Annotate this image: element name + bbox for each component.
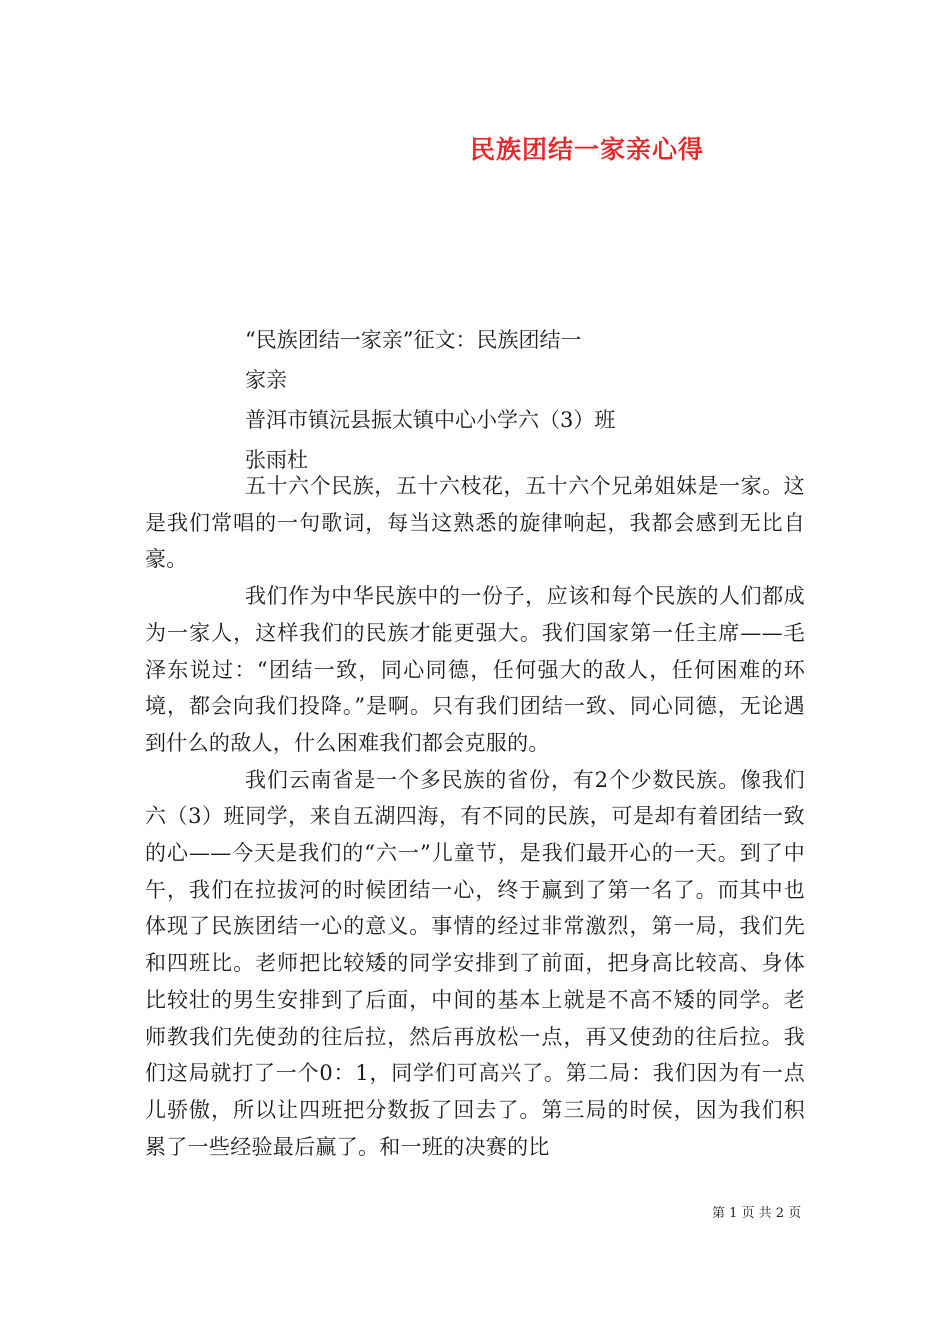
author-name: 张雨杜 <box>245 448 308 472</box>
essay-heading-line-1: “民族团结一家亲”征文：民族团结一 <box>245 328 582 352</box>
essay-body <box>145 468 805 1165</box>
essay-heading-line-2: 家亲 <box>245 368 287 392</box>
page-number-footer: 第 1 页 共 2 页 <box>712 1206 802 1221</box>
paragraph-3: 我们云南省是一个多民族的省份，有2个少数民族。像我们六（3）班同学，来自五湖四海，有不同的民族，可是却有着团结一致的心——今天是我们的“六一”儿童节，是我们最开心的一天。到了中午，我们在拉拔河的时候团结一心，终于赢到了第一名了。而其中也体现了民族团结一心的意义。事情的经过非常激烈，第一局，我们先和四班比。老师把比较矮的同学安排到了前面，把身高比较高、身体比较壮的男生安排到了后面，中间的基本上就是不高不矮的同学。老师教我们先使劲的往后拉，然后再放松一点，再又使劲的往后拉。我们这局就打了一个0：1，同学们可高兴了。第二局：我们因为有一点儿骄傲，所以让四班把分数扳了回去了。第三局的时侯，因为我们积累了一些经验最后赢了。和一班的决赛的比 <box>145 767 805 1159</box>
document-title: 民族团结一家亲心得 <box>470 135 705 164</box>
essay-header <box>245 320 765 480</box>
paragraph-2: 我们作为中华民族中的一份子，应该和每个民族的人们都成为一家人，这样我们的民族才能更强大。我们国家第一任主席——毛泽东说过：“团结一致，同心同德，任何强大的敌人，任何困难的环境，都会向我们投降。”是啊。只有我们团结一致、同心同德，无论遇到什么的敌人，什么困难我们都会克服的。 <box>145 584 805 755</box>
author-school: 普洱市镇沅县振太镇中心小学六（3）班 <box>245 408 616 432</box>
paragraph-1: 五十六个民族，五十六枝花，五十六个兄弟姐妹是一家。这是我们常唱的一句歌词，每当这熟悉的旋律响起，我都会感到无比自豪。 <box>145 474 805 572</box>
